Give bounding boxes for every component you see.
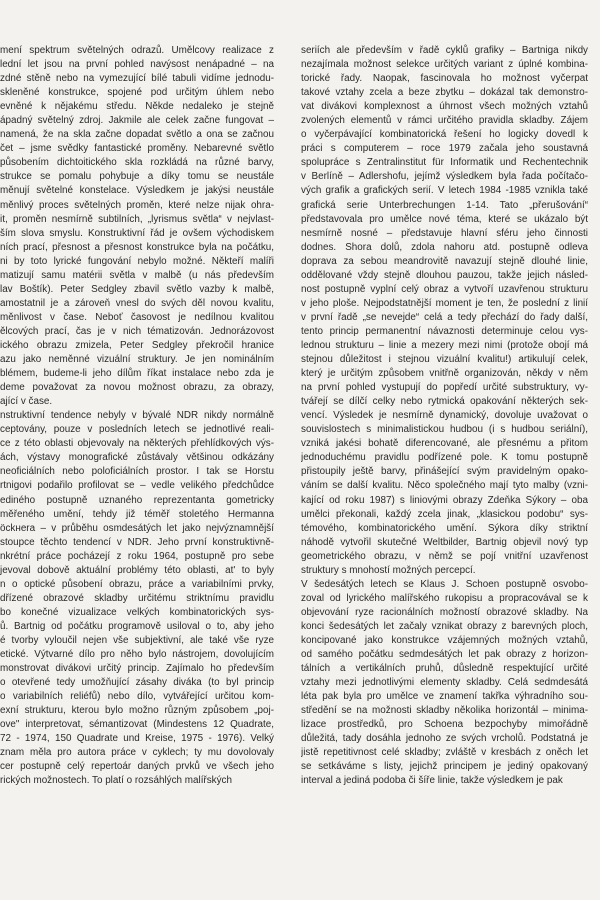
text-line: jednoduchému pravidlu podřízené pole. K tomu postupně xyxy=(301,452,588,464)
text-line: ů. Bartnig od počátku programově usiloval o to, aby jeho xyxy=(0,620,274,632)
text-line: znam měla pro autora práce v cyklech; ty mu dovolovaly xyxy=(0,747,274,759)
text-line: it, proměn nesmírně subtilních, „lyrismus světla“ v nejvlast- xyxy=(0,213,274,225)
text-line: dodnes. Shora dolů, zdola nahoru atd. postupně odleva xyxy=(301,241,588,253)
text-line: 72 - 1974, 150 Quadrate und Kreise, 1975 - 1976). Velký xyxy=(0,733,274,745)
text-line: umělci překonali, každý zcela jinak, „klasickou podobu“ sys- xyxy=(301,508,588,520)
text-line: nkrétní práce pocházejí z roku 1964, postupně pro sebe xyxy=(0,550,274,562)
text-line: jevoval dobově aktuální problémy této oblasti, at' to byly xyxy=(0,564,274,576)
text-line: ceptovány, pouze v posledních letech se jednotlivé reali- xyxy=(0,424,274,436)
text-line: mení spektrum světelných odrazů. Umělcovy realizace z xyxy=(0,45,274,56)
text-line: objevování ryze racionálních možností obrazové skladby. Na xyxy=(301,606,588,618)
text-line: bo konečné vizualizace velkých kombinatorických sys- xyxy=(0,606,274,618)
text-line: představovala pro umělce nové téma, které se ukázalo být xyxy=(301,213,588,225)
text-line: lednou strukturu – linie a mezery mezi nimi (protože obojí má xyxy=(301,339,588,351)
text-line: přistoupily ještě barvy, přinášející svým pravidelným opako- xyxy=(301,466,588,478)
text-line: ším slova smyslu. Konstruktivní řád je ovšem východiskem xyxy=(0,227,274,239)
text-line: zvolených elementů v rámci určitého pravidla skladby. Zájem xyxy=(301,115,588,127)
text-line: měnlivost v čase. Neboť časovost je nedílnou kvalitou xyxy=(0,311,274,323)
text-line: interval a jediná podoba či šíře linie, takže výsledkem je pak xyxy=(301,775,563,787)
text-line: rických možnostech. To platí o rozsáhlých malířských xyxy=(0,775,232,787)
text-line: měřeného umění, tehdy již téměř stoletého Hermanna xyxy=(0,508,274,520)
text-line: nstruktivní tendence nebyly v bývalé NDR nikdy normálně xyxy=(0,410,274,422)
text-line: ající v čase. xyxy=(0,396,53,408)
text-line: spolupráce s Zentralinstitut für Informatik und Rechentechnik xyxy=(301,157,588,169)
text-line: lav Boštík). Peter Sedgley zbavil světlo vazby k malbě, xyxy=(0,283,274,295)
text-line: ních prací, přesnost a přesnost konstrukce byla na počátku, xyxy=(0,241,274,253)
paragraph xyxy=(0,409,274,788)
text-line: lizace prostředků, pro Schoena bezpochyby mimořádně xyxy=(301,719,588,731)
text-line: deme považovat za novou možnost obrazu, za obrazy, xyxy=(0,382,274,394)
text-line: stoupce těchto tendencí v NDR. Jeho první konstruktivně- xyxy=(0,536,274,548)
text-line: práci s computerem – roce 1979 začala jeho soustavná xyxy=(301,143,588,155)
text-line: cer postupně celý repertoár daných prvků ve všech jeho xyxy=(0,761,274,773)
text-line: čet – jsme svědky fantastické proměny. Nebarevné světlo xyxy=(0,143,274,155)
text-line: v první řadě „se nevejde“ celá a tedy přechází do řady další, xyxy=(301,311,588,323)
paragraph xyxy=(301,578,588,789)
text-line: který je určitým způsobem vnitřně organizován, někdy v něm xyxy=(301,368,588,380)
text-line: matizují samu matérii světla v malbě (u nás především xyxy=(0,269,274,281)
text-line: kající od roku 1987) s liniovými obrazy Zdeňka Sýkory – oba xyxy=(301,494,588,506)
text-line: o variabilních reliéfů) nebo dílo, vytvářející určitou kom- xyxy=(0,691,274,703)
text-line: dřízené obrazové skladby určitému striktnímu pravidlu xyxy=(0,592,274,604)
text-line: strukce se pomalu pohybuje a díky tomu se neustále xyxy=(0,171,274,183)
text-line: vencí. Výsledek je nesmírně dynamický, dovoluje uvažovat o xyxy=(301,410,588,422)
text-line: struktury s mnohostí možných percepcí. xyxy=(301,564,476,576)
text-line: důležitá, tady dosáhla jednoho ze svých vrcholů. Podstatná je xyxy=(301,733,588,745)
text-line: namená, že na skla začne dopadat světlo a ona se začnou xyxy=(0,129,274,141)
text-line: vztahy mezi jednotlivými elementy skladby. Celá sedmdesátá xyxy=(301,677,588,689)
text-line: tento princip permanentní návaznosti determinuje celou vys- xyxy=(301,325,588,337)
text-line: oddělované vždy stejně dlouhou pauzou, takže jejich násled- xyxy=(301,269,588,281)
text-line: tvářejí se dílčí celky nebo rytmická opakování některých sek- xyxy=(301,396,588,408)
paragraph xyxy=(0,44,274,409)
text-line: grafická serie Unterbrechungen 1-14. Tato „přerušování“ xyxy=(301,199,588,211)
text-line: náhodě vytvořil skutečné Weltbilder, Bartnig objevil nový typ xyxy=(301,536,588,548)
text-line: amostatnil je a zároveň vnesl do svých děl novou kvalitu, xyxy=(0,297,274,309)
text-line: exní strukturu, kterou bylo možno různým způsobem „poj- xyxy=(0,705,274,717)
text-line: evněné k nějakému středu. Někde nedaleko je stejně xyxy=(0,101,274,113)
text-line: koncipované jako konstrukce vzájemných možných vztahů, xyxy=(301,634,588,646)
left-text-column xyxy=(0,44,274,788)
text-line: ách, výstavy monografické zůstávaly většinou odkázány xyxy=(0,452,274,464)
text-line: se setkáváme s listy, jejichž principem je jediný opakovaný xyxy=(301,761,588,773)
text-line: torické řady. Naopak, fascinovala ho možnost vyčerpat xyxy=(301,73,588,85)
text-line: monstrovat divákovi určitý princip. Zajímalo ho především xyxy=(0,663,274,675)
text-line: stejnou důležitost i stejnou vizuální kvalitu!) artikulují celek, xyxy=(301,354,588,366)
paragraph xyxy=(301,44,588,578)
text-line: zoval od lyrického malířského rukopisu a propracovával se k xyxy=(301,592,588,604)
text-line: nezajímala možnost selekce určitých variant z úplné kombina- xyxy=(301,59,588,71)
text-line: váním se další kvalitu. Něco společného mají tyto malby (vzni- xyxy=(301,480,588,492)
text-line: nesmírně nosné – představuje hlavní sféru jeho činnosti xyxy=(301,227,588,239)
text-line: působením dichtoitického skla rozkládá na různé barvy, xyxy=(0,157,274,169)
text-line: nost postupně vyplní celý obraz a vytvoří uzavřenou strukturu xyxy=(301,283,588,295)
text-line: geometrického obrazu, v němž se pojí vnitřní uzavřenost xyxy=(301,550,588,562)
text-line: skleněné konstrukce, spojené pod určitým úhlem nebo xyxy=(0,87,274,99)
text-line: ediného postupně uznaného reprezentanta gometricky xyxy=(0,494,274,506)
text-line: blémem, budeme-li jeho dílům říkat instalace nebo zda je xyxy=(0,368,274,380)
text-line: takové vztahy zcela a beze zbytku – dokázal tak demonstro- xyxy=(301,87,588,99)
text-line: souvislostech s minimalistickou hudbou (i s hudbou seriální), xyxy=(301,424,588,436)
text-line: lední let jsou na první pohled navýsost nenápadné – na xyxy=(0,59,274,71)
text-line: vých grafik a grafických serií. V letech 1984 -1985 vznikla také xyxy=(301,185,588,197)
text-line: ápadný světelný zdroj. Jakmile ale celek začne fungovat – xyxy=(0,115,274,127)
text-line: V šedesátých letech se Klaus J. Schoen postupně osvobo- xyxy=(301,578,588,590)
text-line: měnlivý proces světelných proměn, které nelze nijak ohra- xyxy=(0,199,274,211)
text-line: jistě repetitivnost celé skladby; zvláště v kresbách z oněch let xyxy=(301,747,588,759)
text-line: na první pohled vystupují do popředí určité substruktury, vy- xyxy=(301,382,588,394)
text-line: ove" interpretovat, sémantizovat (Mindestens 12 Quadrate, xyxy=(0,719,274,731)
text-line: etické. Výtvarné dílo pro něho bylo nástrojem, dovolujícím xyxy=(0,649,274,661)
text-line: témového, kombinatorického umění. Sýkora díky striktní xyxy=(301,522,588,534)
text-line: středění se na možnosti skladby několika horizontál – minima- xyxy=(301,705,588,717)
text-line: o otevřené tedy umožňující zásahy diváka (to byl princip xyxy=(0,677,274,689)
text-line: ni by toto lyrické fungování nebylo možné. Někteří malíři xyxy=(0,255,274,267)
text-line: azu jako neměnné vizuální struktury. Je jen nominálním xyxy=(0,354,274,366)
text-line: rtnigovi podařilo profilovat se – vedle velikého předchůdce xyxy=(0,480,274,492)
right-text-column xyxy=(301,44,588,788)
text-line: é tvorby vyloučil nejen vše subjektivní, ale také vše ryze xyxy=(0,634,274,646)
text-line: ce z této oblasti objevovaly na některých přehlídkových výs- xyxy=(0,438,274,450)
text-line: měnují světelné konstelace. Výsledkem je jakýsi neustále xyxy=(0,185,274,197)
text-line: léta pak byla pro umělce ve znamení takřka výhradního sou- xyxy=(301,691,588,703)
text-line: tálních a vertikálních pruhů, důsledně respektující určité xyxy=(301,663,588,675)
text-line: ického obrazu zmizela, Peter Sedgley překročil hranice xyxy=(0,339,274,351)
text-line: od samého počátku sedmdesátých let pak obrazy z horizon- xyxy=(301,649,588,661)
text-line: o vyčerpávající kombinatorická řešení ho logicky dovedl k xyxy=(301,129,588,141)
text-line: vat divákovi komplexnost a úhrnost všech možných vztahů xyxy=(301,101,588,113)
text-line: v jeho ploše. Nejpodstatnější moment je ten, že poslední z linií xyxy=(301,297,588,309)
text-line: seriích ale především v řadě cyklů grafiky – Bartniga nikdy xyxy=(301,45,588,56)
text-line: doprava za sebou meandrovitě navazují stejně dlouhé linie, xyxy=(301,255,588,267)
text-line: konci šedesátých let začaly vznikat obrazy z barevných ploch, xyxy=(301,620,588,632)
text-line: zdné stěně nebo na vymezující bílé tabuli vidíme jednodu- xyxy=(0,73,274,85)
text-line: n o optické působení obrazu, práce a variabilními prvky, xyxy=(0,578,274,590)
text-line: vzniká jakési bohatě diferencované, ale přesnému a přitom xyxy=(301,438,588,450)
text-line: ělcových prací, čas je v nich tématizován. Jednorázovost xyxy=(0,325,274,337)
text-line: v Berlíně – Adlershofu, jejímž výsledkem byla řada počítačo- xyxy=(301,171,588,183)
text-line: öckнera – v průběhu osmdesátých let jako nejvýznamnější xyxy=(0,522,274,534)
text-line: neoficiálních nebo poloficiálních prostor. I tak se Horstu xyxy=(0,466,274,478)
